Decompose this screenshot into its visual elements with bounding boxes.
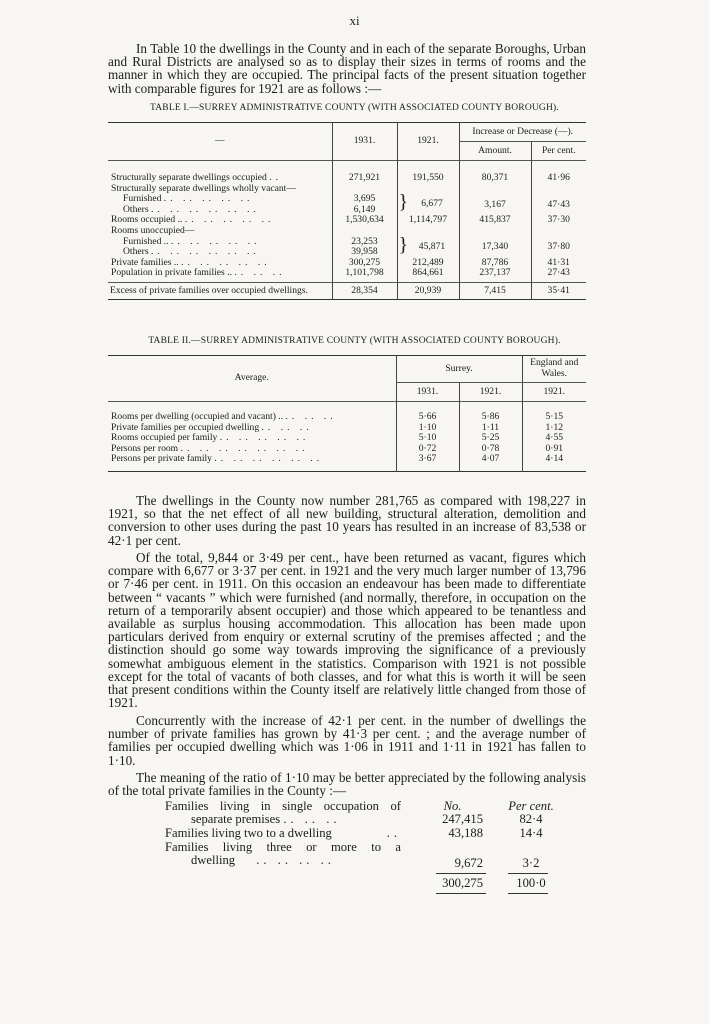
table-row: Furnished .. .. .. .. .. 3,695 } 6,677 [108,194,586,205]
table1-col-amount: Amount. [459,142,531,161]
table1 [108,122,586,300]
brace-icon: } [398,233,409,256]
table-row: Structurally separate dwellings occupied .. 271,921 191,550 80,371 41·96 [108,173,586,184]
table-row: Rooms occupied per family .. .. .. .. .. 5·10 5·25 4·55 [108,433,586,444]
analysis-col-percent: Per cent. [508,799,554,813]
analysis-rule [436,873,486,874]
analysis-value: 43,188 [448,826,483,840]
table-row: Furnished .. .. .. .. .. .. 23,253 } 45,871 [108,237,586,248]
table2-col-1921: 1921. [459,383,522,402]
table-row: Private families per occupied dwelling .. .. .. 1·10 1·11 1·12 [108,423,586,434]
table2 [108,355,586,472]
analysis-total: 100·0 [516,876,546,890]
table2-col-ew-1921: 1921. [522,383,586,402]
table-row: Rooms occupied .. .. .. .. .. .. 1,530,634 1,114,797 415,837 37·30 [108,215,586,226]
analysis-value: 3·2 [522,856,540,870]
table2-col-1931: 1931. [396,383,459,402]
brace-icon: } [398,191,409,214]
analysis-rule [508,893,548,894]
paragraph-dwellings: The dwellings in the County now number 281,765 as compared with 198,227 in 1921, so that the net effect of all new building, structural alteration, demolition and conversion to other uses during the past 10 years has resulted in an increase of 83,538 or 42·1 per cent. [108,493,586,548]
table-row: Structurally separate dwellings wholly vacant— [108,184,586,195]
analysis-value: 14·4 [519,826,543,840]
table-row: Rooms per dwelling (occupied and vacant) .. .. .. .. 5·66 5·86 5·15 [108,412,586,423]
page-number: xi [349,13,360,28]
table2-caption: TABLE II.—SURREY ADMINISTRATIVE COUNTY (WITH ASSOCIATED COUNTY BOROUGH). [148,336,561,346]
table-row: Private families .. .. .. .. .. .. 300,275 212,489 87,786 41·31 [108,258,586,269]
paragraph-ratio: The meaning of the ratio of 1·10 may be better appreciated by the following analysis of the total private families in the County :— [108,770,586,799]
table2-col-england-wales: England and Wales. [522,356,586,383]
list-item: Families living in single occupation of separate premises .. .. .. [165,799,401,827]
analysis-col-no: No. [443,799,462,813]
table1-col-change: Increase or Decrease (—). [459,123,586,142]
analysis-value: 82·4 [519,812,543,826]
analysis-total: 300,275 [442,876,483,890]
analysis-rule [436,893,486,894]
table1-col-1921: 1921. [397,123,459,161]
analysis-value: 247,415 [442,812,483,826]
table-row: Others .. .. .. .. .. .. 39,958 17,340 37·80 [108,247,586,258]
analysis-value: 9,672 [454,856,483,870]
table1-col-percent: Per cent. [531,142,586,161]
table2-col-average: Average. [234,372,269,384]
list-item: Families living two to a dwelling .. [165,826,401,840]
paragraph-vacants: Of the total, 9,844 or 3·49 per cent., have been returned as vacant, figures which compare with 6,677 or 3·37 per cent. in 1921 and the very much larger number of 13,796 or 7·46 per cent. in 1911. On this occasion an endeavour has been made to differentiate between “ vacants ” which were furnished (and normally, therefore, in occupation on the return of a temporarily absent occupier) and those which appeared to be tenantless and available as surplus housing accommodation. This allocation has been made upon particulars derived from enquiry or external scrutiny of the premises affected ; and the distinction should go some way towards improving the significance of a previously somewhat ambiguous element in the statistics. Comparison with 1921 is not possible except for the total of vacants of both classes, and for what this is worth it will be seen that present conditions within the County itself are relatively little changed from those of 1921. [108,550,586,711]
analysis-rule [508,873,548,874]
table-row: Persons per room .. .. .. .. .. .. .. 0·72 0·78 0·91 [108,444,586,455]
table-row: Excess of private families over occupied dwellings. 28,354 20,939 7,415 35·41 [108,282,586,299]
table-row: Population in private families .. .. .. .. 1,101,798 864,661 237,137 27·43 [108,268,586,282]
table-row: Rooms unoccupied— [108,226,586,237]
intro-paragraph: In Table 10 the dwellings in the County and in each of the separate Boroughs, Urban and Rural Districts are analysed so as to display their sizes in terms of rooms and the manner in which they are occupied. The principal facts of the present situation together with comparable figures for 1921 are as follows :— [108,41,586,96]
table1-stub-header: — [214,135,225,147]
table2-col-surrey: Surrey. [396,356,522,383]
list-item: Families living three or more to a dwelling .. .. .. .. [165,840,401,868]
table1-col-1931: 1931. [332,123,397,161]
table-row: Persons per private family .. .. .. .. .. .. 3·67 4·07 4·14 [108,454,586,471]
table1-caption: TABLE I.—SURREY ADMINISTRATIVE COUNTY (WITH ASSOCIATED COUNTY BOROUGH). [150,103,559,113]
table-row: Others .. .. .. .. .. .. 6,149 3,167 47·43 [108,205,586,216]
paragraph-families: Concurrently with the increase of 42·1 per cent. in the number of dwellings the number of private families has grown by 41·3 per cent. ; and the average number of families per occupied dwelling which was 1·06 in 1911 and 1·11 in 1921 has fallen to 1·10. [108,713,586,768]
